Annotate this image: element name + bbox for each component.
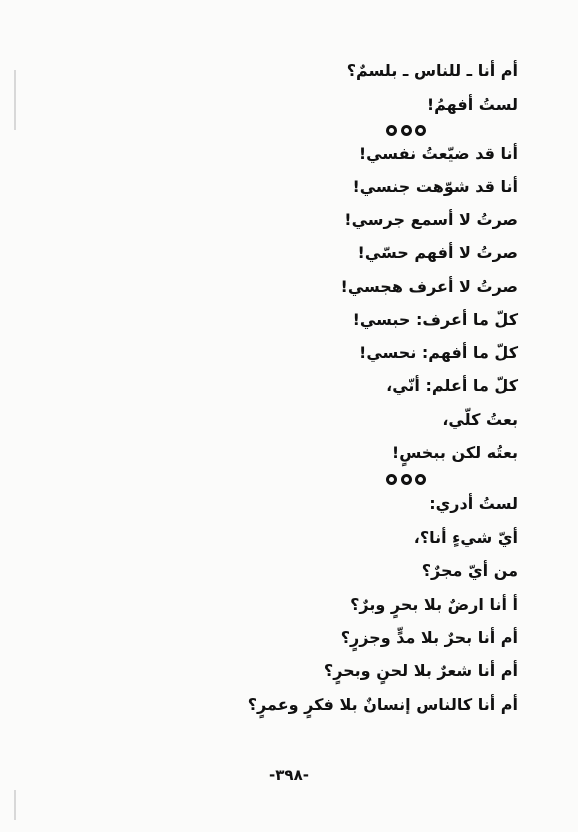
verse-line: صرتُ لا أسمع جرسي! <box>344 210 518 229</box>
section-separator <box>386 123 426 137</box>
verse-line: صرتُ لا أعرف هجسي! <box>340 277 518 296</box>
page-number: -٣٩٨- <box>269 766 309 784</box>
verse-line: كلّ ما أعرف: حبسي! <box>352 310 518 329</box>
flower-ornament-icon <box>386 125 397 136</box>
verse-line: أيّ شيءٍ أنا؟، <box>413 528 518 547</box>
flower-ornament-icon <box>415 125 426 136</box>
verse-line: بعتُه لكن ببخسٍ! <box>391 443 518 462</box>
flower-ornament-icon <box>401 474 412 485</box>
verse-line: أنا قد ضيّعتُ نفسي! <box>358 144 518 163</box>
verse-line: أم أنا ـ للناس ـ بلسمٌ؟ <box>346 61 518 80</box>
verse-line: لستُ أدري: <box>429 494 518 513</box>
verse-line: أ أنا ارضٌ بلا بحرٍ وبرٌ؟ <box>350 595 518 614</box>
verse-line: لستُ أفهمُ! <box>426 95 518 114</box>
verse-line: أم أنا كالناس إنسانٌ بلا فكرٍ وعمرٍ؟ <box>247 695 518 714</box>
verse-line: أنا قد شوّهت جنسي! <box>352 177 518 196</box>
verse-line: أم أنا بحرٌ بلا مدٍّ وجزرٍ؟ <box>340 628 518 647</box>
verse-line: كلّ ما أفهم: نحسي! <box>359 343 518 362</box>
flower-ornament-icon <box>415 474 426 485</box>
flower-ornament-icon <box>386 474 397 485</box>
verse-line: من أيّ مجرٌ؟ <box>421 561 518 580</box>
scan-edge-mark <box>14 70 16 130</box>
verse-line: صرتُ لا أفهم حسّي! <box>357 243 518 262</box>
verse-line: أم أنا شعرٌ بلا لحنٍ وبحرٍ؟ <box>323 661 518 680</box>
section-separator <box>386 472 426 486</box>
verse-line: بعتُ كلّي، <box>442 410 518 429</box>
flower-ornament-icon <box>401 125 412 136</box>
verse-line: كلّ ما أعلم: أنّي، <box>386 376 518 395</box>
scan-edge-mark <box>14 790 16 820</box>
